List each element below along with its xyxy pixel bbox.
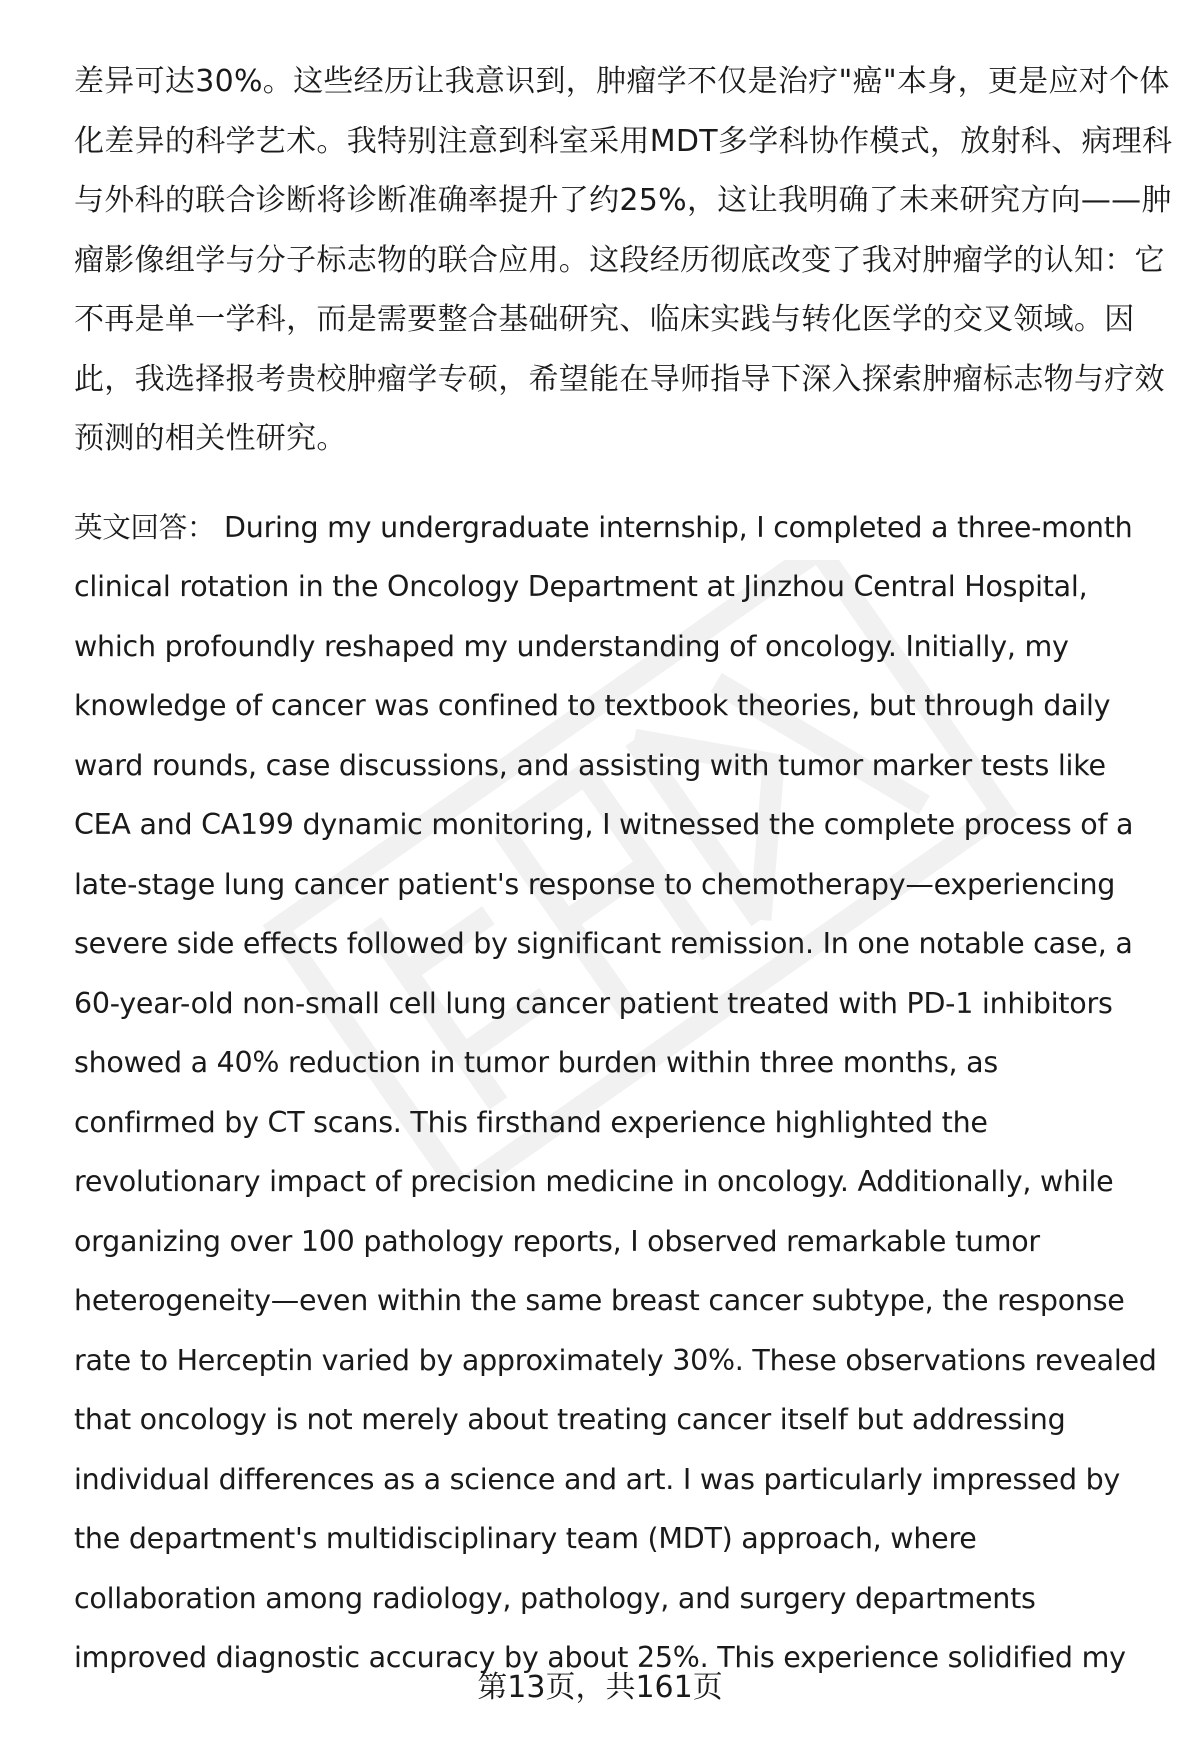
text-line: 与外科的联合诊断将诊断准确率提升了约25%，这让我明确了未来研究方向——肿 bbox=[74, 183, 1172, 218]
text-line: revolutionary impact of precision medicine in oncology. Additionally, while bbox=[74, 1165, 1114, 1198]
text-line: confirmed by CT scans. This firsthand experience highlighted the bbox=[74, 1105, 988, 1139]
page-number: 第13页，共161页 bbox=[477, 1670, 723, 1705]
english-paragraph bbox=[74, 498, 1164, 1688]
text-line: 不再是单一学科，而是需要整合基础研究、临床实践与转化医学的交叉领域。因 bbox=[74, 302, 1135, 337]
text-line: 预测的相关性研究。 bbox=[74, 421, 347, 456]
text-line: individual differences as a science and art. I was particularly impressed by bbox=[74, 1462, 1121, 1496]
text-line: 60-year-old non-small cell lung cancer patient treated with PD-1 inhibitors bbox=[74, 986, 1113, 1020]
text-line: severe side effects followed by significant remission. In one notable case, a bbox=[74, 927, 1133, 960]
text-line: showed a 40% reduction in tumor burden within three months, as bbox=[74, 1046, 998, 1079]
text-line: that oncology is not merely about treating cancer itself but addressing bbox=[74, 1403, 1066, 1436]
text-line: which profoundly reshaped my understanding of oncology. Initially, my bbox=[74, 629, 1069, 663]
text-line: ward rounds, case discussions, and assisting with tumor marker tests like bbox=[74, 748, 1106, 782]
chinese-paragraph bbox=[74, 52, 1173, 469]
text-line: clinical rotation in the Oncology Department at Jinzhou Central Hospital, bbox=[74, 570, 1088, 603]
text-line: the department's multidisciplinary team (MDT) approach, where bbox=[74, 1522, 977, 1555]
document-content bbox=[74, 52, 1173, 1688]
text-line: 瘤影像组学与分子标志物的联合应用。这段经历彻底改变了我对肿瘤学的认知：它 bbox=[74, 242, 1165, 278]
text-line: 此，我选择报考贵校肿瘤学专硕，希望能在导师指导下深入探索肿瘤标志物与疗效 bbox=[74, 361, 1165, 397]
text-line: 差异可达30%。这些经历让我意识到，肿瘤学不仅是治疗"癌"本身，更是应对个体 bbox=[74, 64, 1170, 99]
text-line: improved diagnostic accuracy by about 25%. This experience solidified my bbox=[74, 1641, 1126, 1674]
text-line: CEA and CA199 dynamic monitoring, I witnessed the complete process of a bbox=[74, 808, 1134, 841]
paragraph-gap bbox=[74, 469, 1164, 498]
text-line: collaboration among radiology, pathology, and surgery departments bbox=[74, 1581, 1036, 1615]
text-line: knowledge of cancer was confined to textbook theories, but through daily bbox=[74, 689, 1111, 722]
text-line: organizing over 100 pathology reports, I observed remarkable tumor bbox=[74, 1224, 1040, 1258]
text-line: heterogeneity—even within the same breast cancer subtype, the response bbox=[74, 1284, 1125, 1317]
text-line: rate to Herceptin varied by approximately 30%. These observations revealed bbox=[74, 1343, 1157, 1377]
text-line: late-stage lung cancer patient's response to chemotherapy—experiencing bbox=[74, 867, 1116, 901]
text-line: 化差异的科学艺术。我特别注意到科室采用MDT多学科协作模式，放射科、病理科 bbox=[74, 123, 1173, 159]
text-line: 英文回答： During my undergraduate internship, I completed a three-month bbox=[74, 510, 1133, 544]
